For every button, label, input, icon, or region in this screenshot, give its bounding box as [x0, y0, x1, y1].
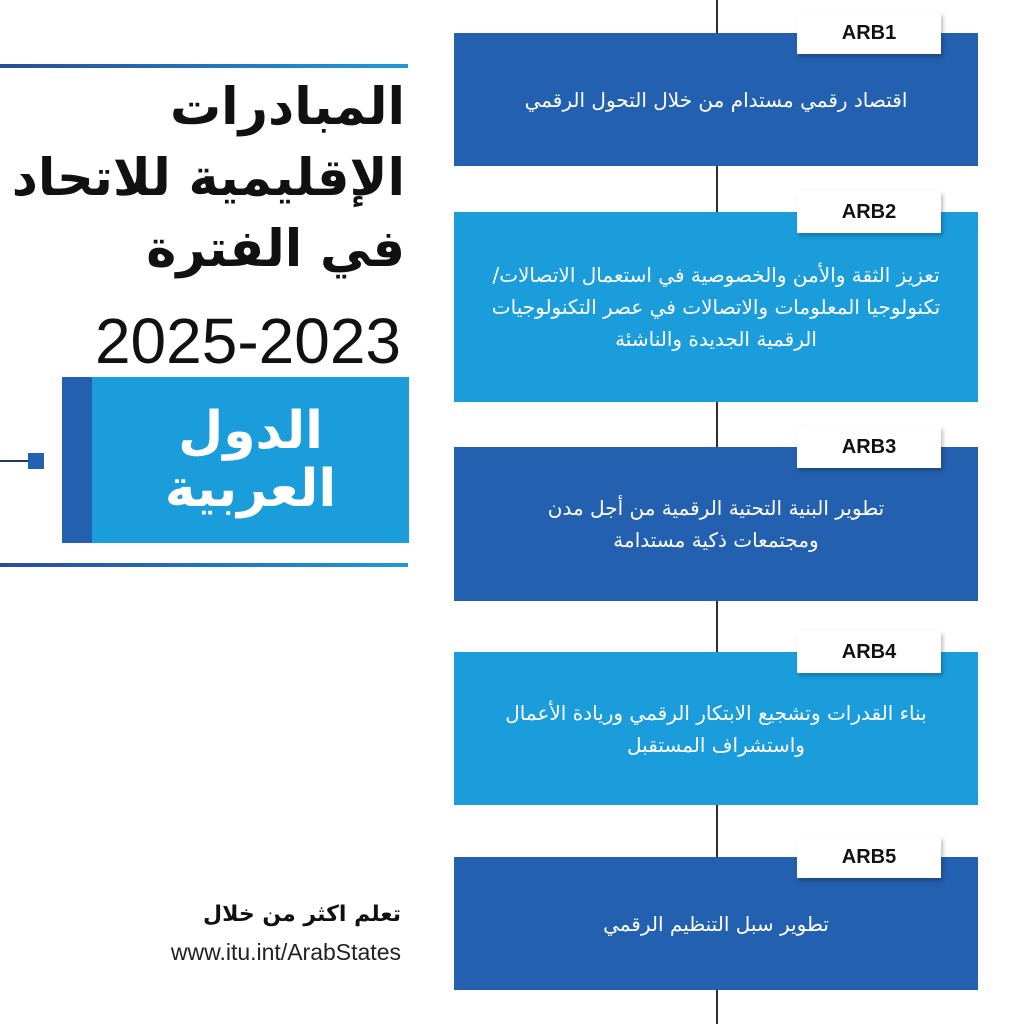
region-box: [92, 377, 409, 543]
initiative-code-tag: ARB4: [797, 631, 941, 673]
connector-square: [28, 453, 44, 469]
title-years: 2025-2023: [94, 305, 401, 377]
title-line-1: المبادرات: [169, 78, 405, 137]
initiative-text: اقتصاد رقمي مستدام من خلال التحول الرقمي: [524, 87, 908, 112]
connector-line: [0, 460, 28, 462]
page-title: [11, 72, 405, 285]
region-line-2: العربية: [164, 459, 337, 519]
initiative-code-tag: ARB5: [797, 836, 941, 878]
learn-more-label: تعلم اكثر من خلال: [203, 902, 401, 927]
initiative-code-tag: ARB1: [797, 12, 941, 54]
initiative-code-tag: ARB2: [797, 191, 941, 233]
initiative-card-arb3: [454, 447, 978, 601]
initiative-text: تطوير سبل التنظيم الرقمي: [603, 911, 829, 936]
initiative-card-arb4: [454, 652, 978, 805]
bottom-divider: [0, 563, 408, 567]
region-accent-bar: [62, 377, 94, 543]
initiative-text: بناء القدرات وتشجيع الابتكار الرقمي وريادة الأعمال واستشراف المستقبل: [505, 700, 927, 757]
title-line-3: في الفترة: [146, 220, 405, 279]
initiative-card-arb2: [454, 212, 978, 402]
website-link[interactable]: www.itu.int/ArabStates: [170, 939, 401, 965]
title-line-2: الإقليمية للاتحاد: [11, 149, 405, 208]
region-line-1: الدول: [178, 401, 323, 461]
initiative-text: تعزيز الثقة والأمن والخصوصية في استعمال الاتصالات/تكنولوجيا المعلومات والاتصالات في عصر التكنولوجيات الرقمية الجديدة والناشئة: [491, 263, 941, 351]
initiative-code-tag: ARB3: [797, 426, 941, 468]
top-divider: [0, 64, 408, 68]
initiative-text: تطوير البنية التحتية الرقمية من أجل مدن ومجتمعات ذكية مستدامة: [547, 496, 885, 552]
